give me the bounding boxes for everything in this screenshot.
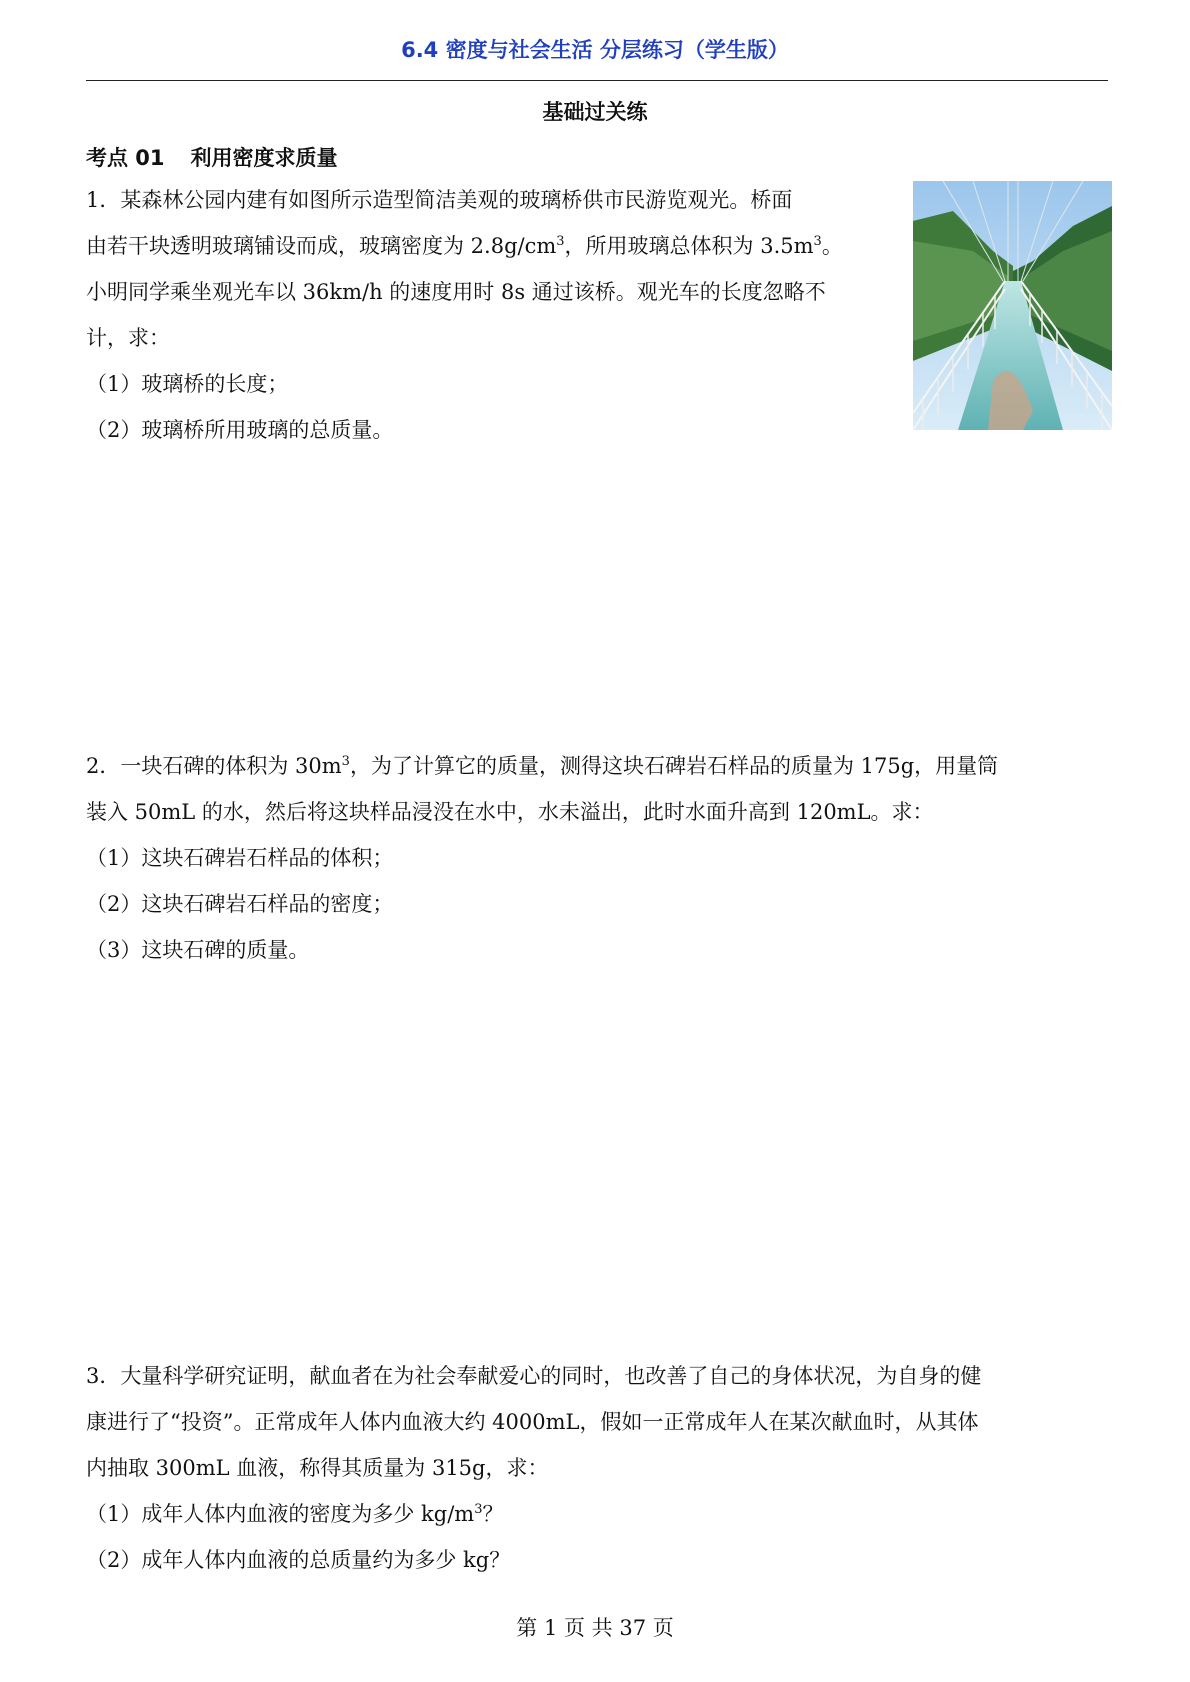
question-2-sub-3: （3）这块石碑的质量。 <box>86 938 310 962</box>
question-1-sub-2: （2）玻璃桥所用玻璃的总质量。 <box>86 418 394 442</box>
question-1 <box>86 177 916 453</box>
question-1-line-3: 小明同学乘坐观光车以 36km/h 的速度用时 8s 通过该桥。观光车的长度忽略不 <box>86 280 826 304</box>
question-1-sub-1: （1）玻璃桥的长度； <box>86 372 289 396</box>
question-1-line-4: 计，求： <box>86 326 170 350</box>
question-3-line-1: 3．大量科学研究证明，献血者在为社会奉献爱心的同时，也改善了自己的身体状况，为自身的健 <box>86 1364 982 1388</box>
question-3-sub-2: （2）成年人体内血液的总质量约为多少 kg？ <box>86 1548 511 1572</box>
section-title: 基础过关练 <box>542 100 648 124</box>
question-3-sub-1: （1）成年人体内血液的密度为多少 $kg/m^3$？ <box>86 1502 504 1526</box>
page-footer: 第 1 页 共 37 页 <box>516 1616 674 1640</box>
question-2-line-1: 2．一块石碑的体积为 $30m^3$，为了计算它的质量，测得这块石碑岩石样品的质量为 175g，用量筒 <box>86 754 999 778</box>
header-rule <box>86 80 1108 81</box>
topic-heading <box>86 142 338 172</box>
question-2-line-2: 装入 50mL 的水，然后将这块样品浸没在水中，水未溢出，此时水面升高到 120mL。求： <box>86 800 934 824</box>
question-3 <box>86 1353 1116 1583</box>
question-2 <box>86 743 1116 973</box>
glass-bridge-image <box>913 181 1112 430</box>
page-title: 6.4 密度与社会生活 分层练习（学生版） <box>401 38 789 62</box>
question-3-line-2: 康进行了“投资”。正常成年人体内血液大约 4000mL，假如一正常成年人在某次献血时，从其体 <box>86 1410 979 1434</box>
question-1-line-1: 1．某森林公园内建有如图所示造型简洁美观的玻璃桥供市民游览观光。桥面 <box>86 188 793 212</box>
question-1-line-2: 由若干块透明玻璃铺设而成，玻璃密度为 $2.8g/cm^3$，所用玻璃总体积为 $3.5m^3$。 <box>86 234 843 258</box>
topic-code: 考点 01 <box>86 146 165 170</box>
question-3-line-3: 内抽取 300mL 血液，称得其质量为 315g，求： <box>86 1456 549 1480</box>
question-2-sub-1: （1）这块石碑岩石样品的体积； <box>86 846 394 870</box>
question-2-sub-2: （2）这块石碑岩石样品的密度； <box>86 892 394 916</box>
topic-name: 利用密度求质量 <box>190 146 338 170</box>
